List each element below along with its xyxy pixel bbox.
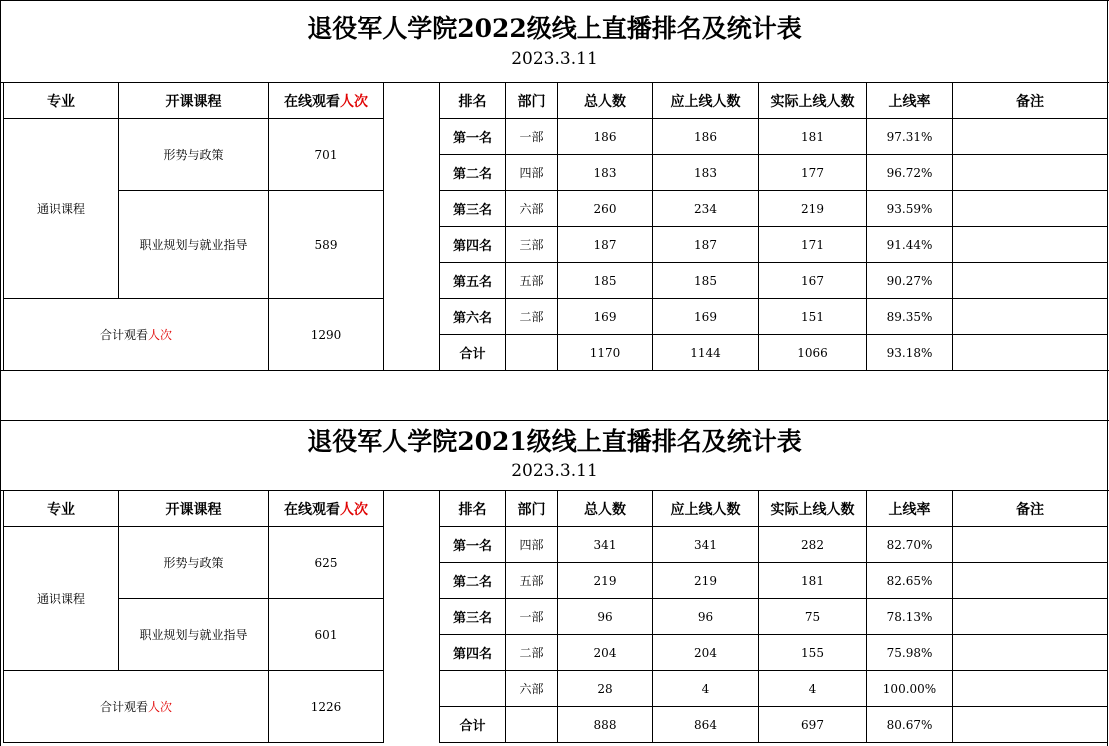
table-row (440, 299, 1108, 335)
expected-cell: 219 (653, 563, 759, 599)
note-cell (953, 335, 1108, 371)
actual-cell: 181 (759, 119, 867, 155)
actual-cell: 697 (759, 707, 867, 743)
rate-cell: 96.72% (867, 155, 953, 191)
header-total: 总人数 (558, 83, 653, 119)
section-title: 退役军人学院2022级线上直播排名及统计表 (307, 14, 802, 43)
header-rank: 排名 (440, 491, 506, 527)
course-cell: 形势与政策 (119, 119, 269, 191)
actual-cell: 181 (759, 563, 867, 599)
expected-cell: 4 (653, 671, 759, 707)
header-rate: 上线率 (867, 491, 953, 527)
total-count-cell: 1290 (269, 299, 384, 371)
total-cell: 888 (558, 707, 653, 743)
total-cell: 96 (558, 599, 653, 635)
note-cell (953, 635, 1108, 671)
rank-cell: 第一名 (440, 527, 506, 563)
watch-count-table (3, 490, 384, 743)
header-dept: 部门 (506, 491, 558, 527)
header-total: 总人数 (558, 491, 653, 527)
expected-cell: 169 (653, 299, 759, 335)
rank-cell: 第二名 (440, 563, 506, 599)
table-row (440, 119, 1108, 155)
expected-cell: 204 (653, 635, 759, 671)
dept-cell: 一部 (506, 119, 558, 155)
expected-cell: 234 (653, 191, 759, 227)
page-border-top (0, 0, 1109, 1)
rate-cell: 75.98% (867, 635, 953, 671)
expected-cell: 183 (653, 155, 759, 191)
ranking-table (439, 82, 1108, 371)
header-watch: 在线观看人次 (269, 83, 384, 119)
dept-cell: 二部 (506, 299, 558, 335)
dept-cell: 五部 (506, 263, 558, 299)
note-cell (953, 227, 1108, 263)
header-course: 开课课程 (119, 491, 269, 527)
dept-cell: 二部 (506, 635, 558, 671)
rate-cell: 97.31% (867, 119, 953, 155)
note-cell (953, 563, 1108, 599)
dept-cell (506, 335, 558, 371)
rank-cell: 第二名 (440, 155, 506, 191)
rate-cell: 91.44% (867, 227, 953, 263)
total-label-cell: 合计观看人次 (4, 671, 269, 743)
rank-cell: 第六名 (440, 299, 506, 335)
actual-cell: 167 (759, 263, 867, 299)
table-row (440, 155, 1108, 191)
watch-count-cell: 589 (269, 191, 384, 299)
expected-cell: 96 (653, 599, 759, 635)
total-cell: 187 (558, 227, 653, 263)
header-expected: 应上线人数 (653, 491, 759, 527)
dept-cell: 三部 (506, 227, 558, 263)
header-course: 开课课程 (119, 83, 269, 119)
actual-cell: 1066 (759, 335, 867, 371)
header-note: 备注 (953, 491, 1108, 527)
note-cell (953, 299, 1108, 335)
note-cell (953, 119, 1108, 155)
page-border-left (0, 0, 1, 746)
total-cell: 219 (558, 563, 653, 599)
rate-cell: 89.35% (867, 299, 953, 335)
actual-cell: 282 (759, 527, 867, 563)
rate-cell: 93.59% (867, 191, 953, 227)
rank-cell (440, 671, 506, 707)
table-row (440, 671, 1108, 707)
dept-cell: 四部 (506, 527, 558, 563)
table-row (440, 635, 1108, 671)
table-row (440, 191, 1108, 227)
rate-cell: 93.18% (867, 335, 953, 371)
section-date: 2023.3.11 (511, 461, 598, 481)
total-cell: 28 (558, 671, 653, 707)
expected-cell: 341 (653, 527, 759, 563)
actual-cell: 151 (759, 299, 867, 335)
expected-cell: 187 (653, 227, 759, 263)
rank-cell: 第五名 (440, 263, 506, 299)
rate-cell: 82.65% (867, 563, 953, 599)
total-cell: 169 (558, 299, 653, 335)
watch-count-table (3, 82, 384, 371)
header-rate: 上线率 (867, 83, 953, 119)
rank-cell: 第四名 (440, 227, 506, 263)
table-row (440, 527, 1108, 563)
section-divider (0, 370, 1109, 371)
note-cell (953, 263, 1108, 299)
section-divider (0, 420, 1109, 421)
note-cell (953, 599, 1108, 635)
section-title: 退役军人学院2021级线上直播排名及统计表 (307, 427, 802, 456)
dept-cell (506, 707, 558, 743)
watch-count-cell: 625 (269, 527, 384, 599)
course-cell: 形势与政策 (119, 527, 269, 599)
major-cell: 通识课程 (4, 527, 119, 671)
actual-cell: 177 (759, 155, 867, 191)
major-cell: 通识课程 (4, 119, 119, 299)
header-dept: 部门 (506, 83, 558, 119)
header-major: 专业 (4, 83, 119, 119)
expected-cell: 186 (653, 119, 759, 155)
rank-cell: 第三名 (440, 599, 506, 635)
rate-cell: 78.13% (867, 599, 953, 635)
course-cell: 职业规划与就业指导 (119, 191, 269, 299)
actual-cell: 75 (759, 599, 867, 635)
table-row (440, 227, 1108, 263)
expected-cell: 185 (653, 263, 759, 299)
total-cell: 185 (558, 263, 653, 299)
rank-cell: 第三名 (440, 191, 506, 227)
rate-cell: 90.27% (867, 263, 953, 299)
dept-cell: 四部 (506, 155, 558, 191)
total-cell: 204 (558, 635, 653, 671)
watch-count-cell: 701 (269, 119, 384, 191)
rate-cell: 80.67% (867, 707, 953, 743)
total-cell: 341 (558, 527, 653, 563)
header-actual: 实际上线人数 (759, 491, 867, 527)
sum-row (440, 707, 1108, 743)
table-row (440, 263, 1108, 299)
header-watch: 在线观看人次 (269, 491, 384, 527)
header-actual: 实际上线人数 (759, 83, 867, 119)
header-note: 备注 (953, 83, 1108, 119)
dept-cell: 六部 (506, 671, 558, 707)
dept-cell: 一部 (506, 599, 558, 635)
expected-cell: 1144 (653, 335, 759, 371)
sum-label-cell: 合计 (440, 707, 506, 743)
watch-count-cell: 601 (269, 599, 384, 671)
note-cell (953, 191, 1108, 227)
rate-cell: 82.70% (867, 527, 953, 563)
table-row (440, 563, 1108, 599)
header-rank: 排名 (440, 83, 506, 119)
note-cell (953, 671, 1108, 707)
rank-cell: 第四名 (440, 635, 506, 671)
rank-cell: 第一名 (440, 119, 506, 155)
header-expected: 应上线人数 (653, 83, 759, 119)
course-cell: 职业规划与就业指导 (119, 599, 269, 671)
total-cell: 260 (558, 191, 653, 227)
actual-cell: 155 (759, 635, 867, 671)
actual-cell: 4 (759, 671, 867, 707)
total-label-cell: 合计观看人次 (4, 299, 269, 371)
dept-cell: 五部 (506, 563, 558, 599)
dept-cell: 六部 (506, 191, 558, 227)
total-cell: 186 (558, 119, 653, 155)
total-count-cell: 1226 (269, 671, 384, 743)
sum-label-cell: 合计 (440, 335, 506, 371)
ranking-table (439, 490, 1108, 743)
note-cell (953, 155, 1108, 191)
expected-cell: 864 (653, 707, 759, 743)
total-cell: 183 (558, 155, 653, 191)
actual-cell: 219 (759, 191, 867, 227)
note-cell (953, 527, 1108, 563)
section-date: 2023.3.11 (511, 49, 598, 69)
total-cell: 1170 (558, 335, 653, 371)
actual-cell: 171 (759, 227, 867, 263)
header-major: 专业 (4, 491, 119, 527)
sum-row (440, 335, 1108, 371)
table-row (440, 599, 1108, 635)
rate-cell: 100.00% (867, 671, 953, 707)
note-cell (953, 707, 1108, 743)
